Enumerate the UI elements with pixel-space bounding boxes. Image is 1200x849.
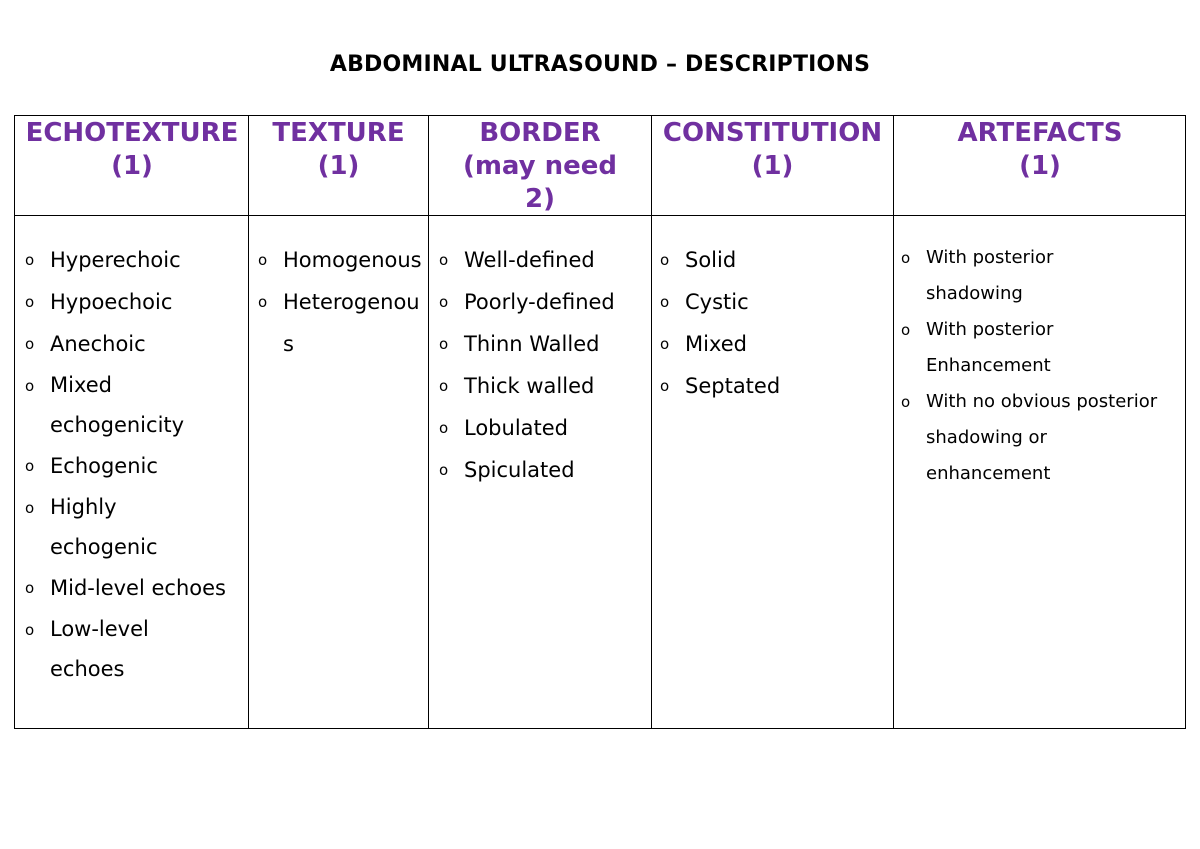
- column-divider: [248, 116, 249, 728]
- list-item: o Thinn Walled: [439, 323, 649, 365]
- bullet-icon: o: [439, 377, 449, 395]
- list-item: o Heterogenous: [258, 281, 426, 365]
- echotexture-list-cell: [25, 216, 247, 728]
- texture-list-cell: [258, 216, 426, 728]
- header-artefacts: ARTEFACTS (1): [957, 118, 1123, 181]
- list-item: o Well-defined: [439, 239, 649, 281]
- constitution-list-cell: [660, 216, 890, 728]
- header-texture: TEXTURE (1): [272, 118, 405, 181]
- list-item: o Cystic: [660, 281, 890, 323]
- list-item: o Hyperechoic: [25, 239, 247, 281]
- artefacts-list-cell: [901, 216, 1181, 728]
- bullet-icon: o: [439, 293, 449, 311]
- bullet-icon: o: [660, 251, 670, 269]
- bullet-icon: o: [901, 321, 911, 339]
- list-item: o Solid: [660, 239, 890, 281]
- border-list-cell: [439, 216, 649, 728]
- bullet-icon: o: [25, 251, 35, 269]
- list-item: o Anechoic: [25, 323, 247, 365]
- bullet-icon: o: [258, 251, 268, 269]
- bullet-icon: o: [439, 251, 449, 269]
- list-item: o Mixed echogenicity: [25, 365, 247, 445]
- header-constitution: CONSTITUTION (1): [662, 118, 883, 181]
- bullet-icon: o: [439, 419, 449, 437]
- list-item: o Low-level echoes: [25, 609, 247, 689]
- bullet-icon: o: [439, 461, 449, 479]
- bullet-icon: o: [660, 377, 670, 395]
- echotexture-list: [25, 239, 247, 689]
- list-item: o Echogenic: [25, 445, 247, 487]
- column-divider: [893, 116, 894, 728]
- bullet-icon: o: [901, 249, 911, 267]
- column-divider: [428, 116, 429, 728]
- list-item: o Poorly-defined: [439, 281, 649, 323]
- list-item: o Lobulated: [439, 407, 649, 449]
- list-item: o With posterior Enhancement: [901, 312, 1181, 384]
- texture-list: [258, 239, 426, 365]
- bullet-icon: o: [660, 335, 670, 353]
- descriptions-table: [14, 115, 1186, 729]
- list-item: o Hypoechoic: [25, 281, 247, 323]
- header-border: BORDER (may need 2): [462, 118, 618, 214]
- constitution-list: [660, 239, 890, 407]
- bullet-icon: o: [25, 457, 35, 475]
- artefacts-list: [901, 240, 1181, 492]
- bullet-icon: o: [25, 579, 35, 597]
- list-item: o Septated: [660, 365, 890, 407]
- bullet-icon: o: [901, 393, 911, 411]
- bullet-icon: o: [25, 377, 35, 395]
- bullet-icon: o: [439, 335, 449, 353]
- list-item: o With posterior shadowing: [901, 240, 1181, 312]
- bullet-icon: o: [258, 293, 268, 311]
- header-echotexture: ECHOTEXTURE (1): [25, 118, 239, 181]
- bullet-icon: o: [660, 293, 670, 311]
- list-item: o Spiculated: [439, 449, 649, 491]
- list-item: o Thick walled: [439, 365, 649, 407]
- bullet-icon: o: [25, 293, 35, 311]
- page-title: ABDOMINAL ULTRASOUND – DESCRIPTIONS: [329, 52, 871, 77]
- list-item: o Mixed: [660, 323, 890, 365]
- bullet-icon: o: [25, 621, 35, 639]
- border-list: [439, 239, 649, 491]
- column-divider: [651, 116, 652, 728]
- bullet-icon: o: [25, 335, 35, 353]
- list-item: o Homogenous: [258, 239, 426, 281]
- list-item: o With no obvious posterior shadowing or enhancement: [901, 384, 1181, 492]
- bullet-icon: o: [25, 499, 35, 517]
- list-item: o Mid-level echoes: [25, 567, 247, 609]
- list-item: o Highly echogenic: [25, 487, 247, 567]
